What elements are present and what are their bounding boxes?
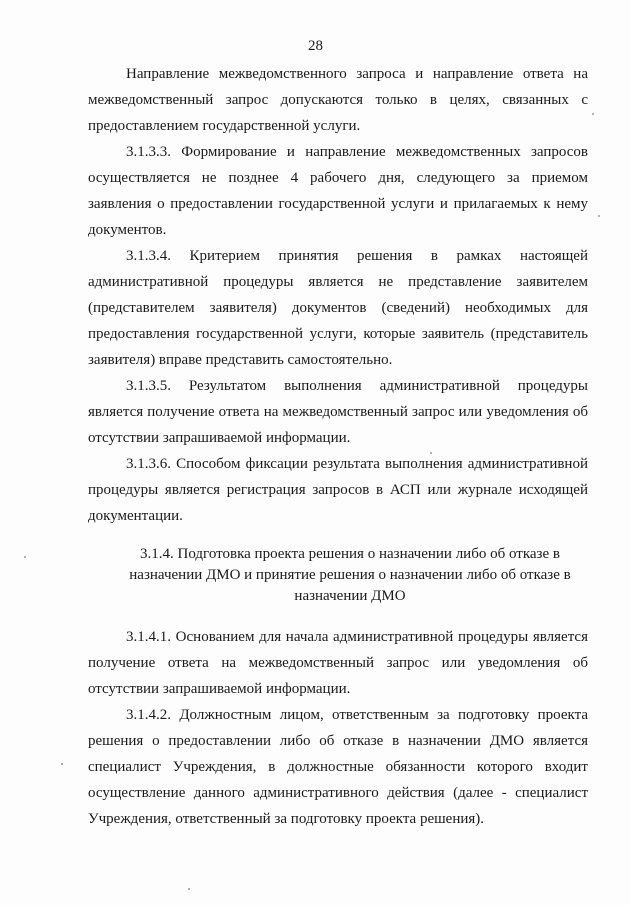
- body-text-bottom: [88, 624, 588, 832]
- paragraph-3-1-3-5: 3.1.3.5. Результатом выполнения административной процедуры является получение ответа на межведомственный запрос или уведомления об отсутствии запрашиваемой информации.: [88, 378, 588, 446]
- scan-speck: [24, 556, 26, 558]
- page-number: 28: [308, 38, 323, 54]
- paragraph-intro: Направление межведомственного запроса и направление ответа на межведомственный запрос допускаются только в целях, связанных с предоставлением государственной услуги.: [88, 66, 588, 134]
- body-text-top: [88, 61, 588, 529]
- section-heading: 3.1.4. Подготовка проекта решения о назначении либо об отказе в назначении ДМО и принятие решения о назначении либо об отказе в назначении ДМО: [129, 546, 571, 604]
- paragraph-3-1-3-3: 3.1.3.3. Формирование и направление межведомственных запросов осуществляется не позднее 4 рабочего дня, следующего за приемом заявления о предоставлении государственной услуги и прилагаемых к нему документов.: [88, 144, 588, 238]
- scan-speck: [598, 215, 600, 217]
- scan-speck: [430, 452, 432, 454]
- scan-speck: [592, 113, 594, 115]
- scan-speck: [188, 888, 190, 890]
- paragraph-3-1-4-2: 3.1.4.2. Должностным лицом, ответственным за подготовку проекта решения о предоставлении либо об отказе в назначении ДМО является специалист Учреждения, в должностные обязанности которого входит осуществление данного административного действия (далее - специалист Учреждения, ответственный за подготовку проекта решения).: [88, 707, 588, 827]
- scan-speck: [61, 763, 63, 765]
- paragraph-3-1-3-6: 3.1.3.6. Способом фиксации результата выполнения административной процедуры является регистрация запросов в АСП или журнале исходящей документации.: [88, 456, 588, 524]
- paragraph-3-1-3-4: 3.1.3.4. Критерием принятия решения в рамках настоящей административной процедуры является не представление заявителем (представителем заявителя) документов (сведений) необходимых для предоставления государственной услуги, которые заявитель (представитель заявителя) вправе представить самостоятельно.: [88, 248, 588, 368]
- paragraph-3-1-4-1: 3.1.4.1. Основанием для начала административной процедуры является получение ответа на межведомственный запрос или уведомления об отсутствии запрашиваемой информации.: [88, 629, 588, 697]
